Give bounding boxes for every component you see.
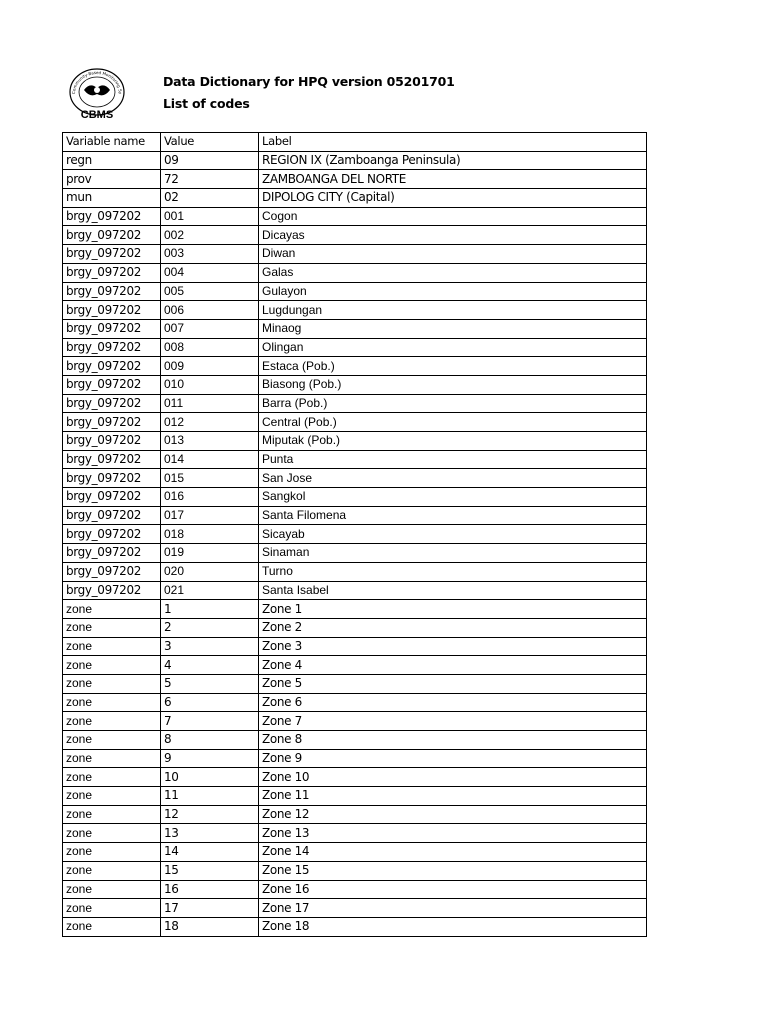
cell-variable-name: brgy_097202 (63, 506, 161, 525)
cell-value: 008 (161, 338, 259, 357)
column-header-variable-name: Variable name (63, 133, 161, 152)
document-subtitle: List of codes (163, 96, 250, 111)
cell-value: 12 (161, 805, 259, 824)
cell-variable-name: brgy_097202 (63, 581, 161, 600)
cell-value: 007 (161, 319, 259, 338)
table-row (63, 693, 647, 712)
cell-variable-name: zone (63, 674, 161, 693)
cell-value: 011 (161, 394, 259, 413)
cell-value: 09 (161, 151, 259, 170)
table-row (63, 319, 647, 338)
cell-value: 009 (161, 357, 259, 376)
cell-label: Santa Isabel (259, 581, 647, 600)
cell-value: 016 (161, 488, 259, 507)
cell-variable-name: brgy_097202 (63, 394, 161, 413)
cell-value: 021 (161, 581, 259, 600)
cell-value: 017 (161, 506, 259, 525)
cell-label: Zone 4 (259, 656, 647, 675)
cell-value: 2 (161, 618, 259, 637)
table-row (63, 768, 647, 787)
cell-variable-name: zone (63, 880, 161, 899)
table-row (63, 712, 647, 731)
logo-text: CBMS (80, 109, 114, 120)
cell-variable-name: zone (63, 899, 161, 918)
cell-variable-name: brgy_097202 (63, 282, 161, 301)
cell-label: Zone 8 (259, 731, 647, 750)
cell-variable-name: brgy_097202 (63, 525, 161, 544)
table-row (63, 787, 647, 806)
table-row (63, 469, 647, 488)
table-row (63, 731, 647, 750)
cell-variable-name: zone (63, 693, 161, 712)
table-row (63, 637, 647, 656)
cell-variable-name: mun (63, 189, 161, 208)
cell-label: Turno (259, 562, 647, 581)
table-row (63, 824, 647, 843)
cell-value: 14 (161, 843, 259, 862)
document-title: Data Dictionary for HPQ version 05201701 (163, 74, 455, 89)
cell-value: 019 (161, 544, 259, 563)
cell-label: Zone 9 (259, 749, 647, 768)
cell-variable-name: brgy_097202 (63, 375, 161, 394)
table-row (63, 282, 647, 301)
table-row (63, 432, 647, 451)
cell-value: 014 (161, 450, 259, 469)
cell-label: Sangkol (259, 488, 647, 507)
cell-value: 018 (161, 525, 259, 544)
cell-label: Miputak (Pob.) (259, 432, 647, 451)
cell-value: 001 (161, 207, 259, 226)
cell-label: Barra (Pob.) (259, 394, 647, 413)
cell-value: 11 (161, 787, 259, 806)
cell-label: Zone 3 (259, 637, 647, 656)
table-row (63, 880, 647, 899)
table-row (63, 805, 647, 824)
cell-value: 02 (161, 189, 259, 208)
cell-label: Zone 16 (259, 880, 647, 899)
cell-label: Zone 1 (259, 600, 647, 619)
cell-variable-name: zone (63, 861, 161, 880)
table-row (63, 394, 647, 413)
cell-variable-name: brgy_097202 (63, 469, 161, 488)
cell-value: 002 (161, 226, 259, 245)
cell-variable-name: brgy_097202 (63, 338, 161, 357)
table-row (63, 413, 647, 432)
cell-variable-name: zone (63, 843, 161, 862)
cell-value: 013 (161, 432, 259, 451)
cell-label: REGION IX (Zamboanga Peninsula) (259, 151, 647, 170)
cell-label: Zone 15 (259, 861, 647, 880)
cell-label: Minaog (259, 319, 647, 338)
cell-variable-name: zone (63, 712, 161, 731)
cell-label: Zone 5 (259, 674, 647, 693)
table-row (63, 245, 647, 264)
cell-label: Punta (259, 450, 647, 469)
cell-variable-name: zone (63, 656, 161, 675)
cell-variable-name: brgy_097202 (63, 226, 161, 245)
cell-value: 16 (161, 880, 259, 899)
cell-variable-name: brgy_097202 (63, 245, 161, 264)
cell-label: Zone 18 (259, 917, 647, 936)
cell-value: 1 (161, 600, 259, 619)
cell-label: Sinaman (259, 544, 647, 563)
cell-value: 8 (161, 731, 259, 750)
table-row (63, 450, 647, 469)
table-row (63, 618, 647, 637)
cell-value: 18 (161, 917, 259, 936)
cell-value: 9 (161, 749, 259, 768)
cell-variable-name: zone (63, 749, 161, 768)
cell-variable-name: zone (63, 917, 161, 936)
cell-variable-name: prov (63, 170, 161, 189)
table-row (63, 263, 647, 282)
cell-label: Zone 14 (259, 843, 647, 862)
cell-label: Olingan (259, 338, 647, 357)
cell-variable-name: zone (63, 805, 161, 824)
table-row (63, 899, 647, 918)
cell-label: DIPOLOG CITY (Capital) (259, 189, 647, 208)
cell-variable-name: regn (63, 151, 161, 170)
cell-value: 003 (161, 245, 259, 264)
cell-variable-name: zone (63, 824, 161, 843)
cell-variable-name: zone (63, 637, 161, 656)
cell-value: 6 (161, 693, 259, 712)
table-row (63, 843, 647, 862)
codes-table (62, 132, 647, 937)
cell-variable-name: brgy_097202 (63, 413, 161, 432)
cell-value: 5 (161, 674, 259, 693)
table-row (63, 562, 647, 581)
cell-label: Estaca (Pob.) (259, 357, 647, 376)
cell-label: Cogon (259, 207, 647, 226)
table-row (63, 506, 647, 525)
table-row (63, 170, 647, 189)
cell-value: 10 (161, 768, 259, 787)
table-row (63, 375, 647, 394)
cell-variable-name: brgy_097202 (63, 319, 161, 338)
cell-variable-name: brgy_097202 (63, 263, 161, 282)
table-row (63, 226, 647, 245)
table-row (63, 861, 647, 880)
cell-value: 17 (161, 899, 259, 918)
cell-label: Zone 6 (259, 693, 647, 712)
cell-label: Dicayas (259, 226, 647, 245)
cell-value: 010 (161, 375, 259, 394)
cell-label: Zone 7 (259, 712, 647, 731)
cell-variable-name: brgy_097202 (63, 301, 161, 320)
table-row (63, 338, 647, 357)
cell-label: ZAMBOANGA DEL NORTE (259, 170, 647, 189)
cell-label: Zone 17 (259, 899, 647, 918)
cell-label: Galas (259, 263, 647, 282)
cell-label: Biasong (Pob.) (259, 375, 647, 394)
cell-value: 020 (161, 562, 259, 581)
table-row (63, 525, 647, 544)
table-row (63, 600, 647, 619)
cell-label: San Jose (259, 469, 647, 488)
cell-value: 15 (161, 861, 259, 880)
cell-value: 006 (161, 301, 259, 320)
cell-variable-name: zone (63, 768, 161, 787)
cell-variable-name: brgy_097202 (63, 207, 161, 226)
table-header-row (63, 133, 647, 152)
cell-label: Zone 10 (259, 768, 647, 787)
table-row (63, 151, 647, 170)
cbms-logo-icon (66, 68, 128, 120)
column-header-label: Label (259, 133, 647, 152)
table-row (63, 656, 647, 675)
cell-variable-name: brgy_097202 (63, 544, 161, 563)
table-row (63, 207, 647, 226)
column-header-value: Value (161, 133, 259, 152)
table-row (63, 189, 647, 208)
cell-label: Zone 12 (259, 805, 647, 824)
cell-variable-name: zone (63, 600, 161, 619)
cell-variable-name: brgy_097202 (63, 562, 161, 581)
cell-label: Santa Filomena (259, 506, 647, 525)
cell-variable-name: zone (63, 787, 161, 806)
cell-value: 4 (161, 656, 259, 675)
cell-variable-name: brgy_097202 (63, 357, 161, 376)
cell-label: Diwan (259, 245, 647, 264)
cell-variable-name: zone (63, 618, 161, 637)
logo-ring-text: Community-Based Monitoring Sy (70, 69, 124, 95)
cell-variable-name: brgy_097202 (63, 432, 161, 451)
cell-value: 015 (161, 469, 259, 488)
table-row (63, 917, 647, 936)
table-row (63, 357, 647, 376)
cell-value: 005 (161, 282, 259, 301)
cell-variable-name: zone (63, 731, 161, 750)
table-row (63, 544, 647, 563)
table-row (63, 581, 647, 600)
cell-label: Lugdungan (259, 301, 647, 320)
cell-label: Central (Pob.) (259, 413, 647, 432)
table-body (63, 151, 647, 936)
cell-value: 7 (161, 712, 259, 731)
table-row (63, 749, 647, 768)
cell-value: 012 (161, 413, 259, 432)
cell-label: Zone 2 (259, 618, 647, 637)
table-row (63, 301, 647, 320)
cell-variable-name: brgy_097202 (63, 450, 161, 469)
table-row (63, 488, 647, 507)
cell-label: Zone 11 (259, 787, 647, 806)
cell-value: 004 (161, 263, 259, 282)
cell-label: Gulayon (259, 282, 647, 301)
cell-value: 72 (161, 170, 259, 189)
cell-label: Sicayab (259, 525, 647, 544)
cell-value: 13 (161, 824, 259, 843)
table-row (63, 674, 647, 693)
cell-value: 3 (161, 637, 259, 656)
cell-variable-name: brgy_097202 (63, 488, 161, 507)
cbms-logo (66, 68, 128, 120)
cell-label: Zone 13 (259, 824, 647, 843)
